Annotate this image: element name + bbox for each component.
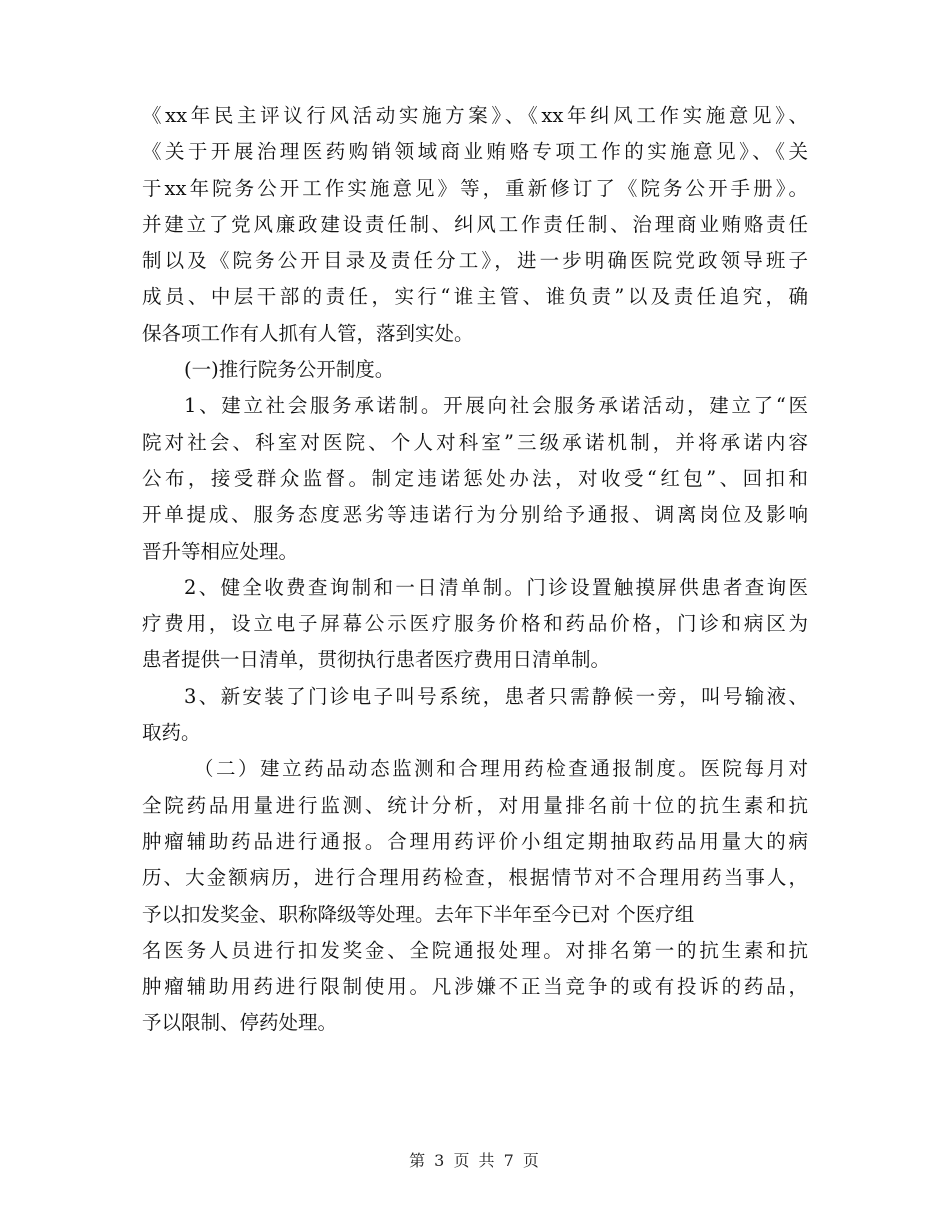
page-number: 第 3 页 共 7 页 <box>409 1151 541 1170</box>
text-line: 并建立了党风廉政建设责任制、纠风工作责任制、治理商业贿赂责任 <box>142 212 808 236</box>
text-line: 历、大金额病历，进行合理用药检查，根据情节对不合理用药当事人， <box>142 866 808 890</box>
text-line: 予以限制、停药处理。 <box>142 1011 338 1035</box>
text-line: 肿瘤辅助用药进行限制使用。凡涉嫌不正当竞争的或有投诉的药品， <box>142 975 808 999</box>
text-line: 公布，接受群众监督。制定违诺惩处办法，对收受“红包”、回扣和 <box>142 466 808 490</box>
text-line: 晋升等相应处理。 <box>142 539 299 563</box>
text-line: 制以及《院务公开目录及责任分工》，进一步明确医院党政领导班子 <box>142 249 808 273</box>
text-line: 院对社会、科室对医院、个人对科室”三级承诺机制，并将承诺内容 <box>142 430 808 454</box>
text-line: 开单提成、服务态度恶劣等违诺行为分别给予通报、调离岗位及影响 <box>142 503 808 527</box>
text-line: 成员、中层干部的责任，实行“谁主管、谁负责”以及责任追究，确 <box>142 285 808 309</box>
text-line: 于xx年院务公开工作实施意见》等，重新修订了《院务公开手册》。 <box>142 176 808 200</box>
text-line: 疗费用，设立电子屏幕公示医疗服务价格和药品价格，门诊和病区为 <box>142 612 808 636</box>
document-body <box>142 98 808 1042</box>
text-line: 患者提供一日清单，贯彻执行患者医疗费用日清单制。 <box>142 648 611 672</box>
text-line: 名医务人员进行扣发奖金、全院通报处理。对排名第一的抗生素和抗 <box>142 938 808 962</box>
text-line: 保各项工作有人抓有人管，落到实处。 <box>142 321 474 345</box>
text-line: 《xx年民主评议行风活动实施方案》、《xx年纠风工作实施意见》、 <box>142 104 808 127</box>
text-line: 取药。 <box>142 721 201 745</box>
text-line: 《关于开展治理医药购销领域商业贿赂专项工作的实施意见》、《关 <box>142 140 808 164</box>
section-heading: (一)推行院务公开制度。 <box>184 358 395 382</box>
text-line: 1、建立社会服务承诺制。开展向社会服务承诺活动，建立了“医 <box>184 394 808 418</box>
text-line: 予以扣发奖金、职称降级等处理。去年下半年至今已对 个医疗组 <box>142 902 695 926</box>
text-line: 肿瘤辅助药品进行通报。合理用药评价小组定期抽取药品用量大的病 <box>142 829 808 853</box>
section-heading: （二）建立药品动态监测和合理用药检查通报制度。医院每月对 <box>194 757 808 781</box>
text-line: 3、新安装了门诊电子叫号系统，患者只需静候一旁，叫号输液、 <box>184 684 808 708</box>
text-line: 全院药品用量进行监测、统计分析，对用量排名前十位的抗生素和抗 <box>142 793 808 817</box>
text-line: 2、健全收费查询制和一日清单制。门诊设置触摸屏供患者查询医 <box>184 575 808 599</box>
